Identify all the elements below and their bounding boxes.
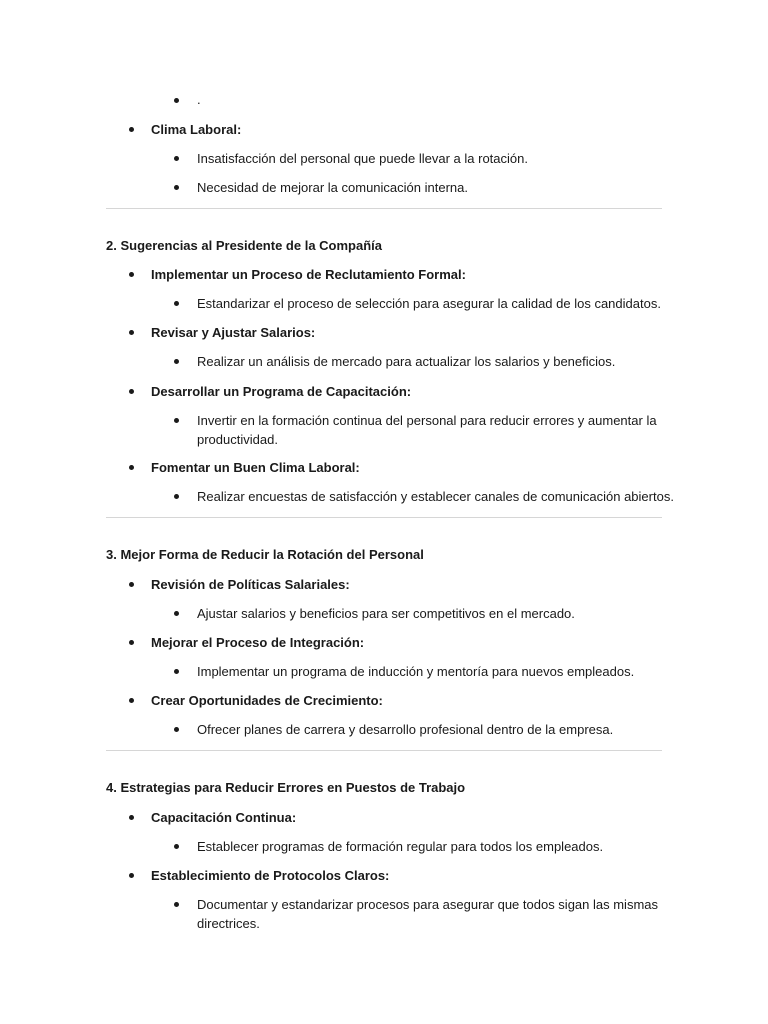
bullet-icon: [129, 582, 134, 587]
list-item: Necesidad de mejorar la comunicación interna.: [197, 180, 468, 195]
list-item-title: Capacitación Continua:: [151, 810, 297, 825]
list-item-title: Desarrollar un Programa de Capacitación:: [151, 384, 412, 399]
bullet-icon: [174, 359, 179, 364]
bullet-icon: [129, 815, 134, 820]
list-item: Establecer programas de formación regular para todos los empleados.: [197, 839, 604, 854]
list-item: Ofrecer planes de carrera y desarrollo profesional dentro de la empresa.: [197, 722, 614, 737]
section-heading: 3. Mejor Forma de Reducir la Rotación del Personal: [106, 547, 424, 562]
bullet-icon: [174, 902, 179, 907]
list-item: Insatisfacción del personal que puede llevar a la rotación.: [197, 151, 528, 166]
list-item-title: Crear Oportunidades de Crecimiento:: [151, 693, 383, 708]
list-item: Ajustar salarios y beneficios para ser competitivos en el mercado.: [197, 606, 575, 621]
bullet-icon: [174, 418, 179, 423]
bullet-icon: [174, 844, 179, 849]
section-divider: [106, 208, 662, 209]
list-item: Realizar encuestas de satisfacción y establecer canales de comunicación abiertos.: [197, 489, 674, 504]
list-item: Realizar un análisis de mercado para actualizar los salarios y beneficios.: [197, 354, 616, 369]
list-item-title: Fomentar un Buen Clima Laboral:: [151, 460, 360, 475]
list-item-title: Establecimiento de Protocolos Claros:: [151, 868, 390, 883]
bullet-icon: [129, 330, 134, 335]
list-item-title: Clima Laboral:: [151, 122, 242, 137]
list-item: Implementar un programa de inducción y mentoría para nuevos empleados.: [197, 664, 635, 679]
list-item: .: [197, 92, 201, 107]
section-heading: 2. Sugerencias al Presidente de la Compañía: [106, 238, 382, 253]
list-item-title: Revisar y Ajustar Salarios:: [151, 325, 316, 340]
list-item: Estandarizar el proceso de selección para asegurar la calidad de los candidatos.: [197, 296, 661, 311]
bullet-icon: [129, 127, 134, 132]
list-item: Documentar y estandarizar procesos para asegurar que todos sigan las mismas: [197, 897, 659, 912]
section-divider: [106, 517, 662, 518]
list-item-continuation: directrices.: [197, 916, 260, 931]
bullet-icon: [174, 98, 179, 103]
list-item-title: Implementar un Proceso de Reclutamiento Formal:: [151, 267, 466, 282]
list-item-title: Revisión de Políticas Salariales:: [151, 577, 350, 592]
bullet-icon: [174, 669, 179, 674]
bullet-icon: [129, 873, 134, 878]
list-item-continuation: productividad.: [197, 432, 278, 447]
bullet-icon: [129, 465, 134, 470]
list-item: Invertir en la formación continua del personal para reducir errores y aumentar la: [197, 413, 657, 428]
section-heading: 4. Estrategias para Reducir Errores en Puestos de Trabajo: [106, 780, 466, 795]
bullet-icon: [174, 185, 179, 190]
bullet-icon: [129, 389, 134, 394]
bullet-icon: [174, 301, 179, 306]
bullet-icon: [129, 698, 134, 703]
list-item-title: Mejorar el Proceso de Integración:: [151, 635, 365, 650]
section-divider: [106, 750, 662, 751]
bullet-icon: [174, 727, 179, 732]
bullet-icon: [129, 640, 134, 645]
bullet-icon: [129, 272, 134, 277]
bullet-icon: [174, 494, 179, 499]
bullet-icon: [174, 156, 179, 161]
bullet-icon: [174, 611, 179, 616]
